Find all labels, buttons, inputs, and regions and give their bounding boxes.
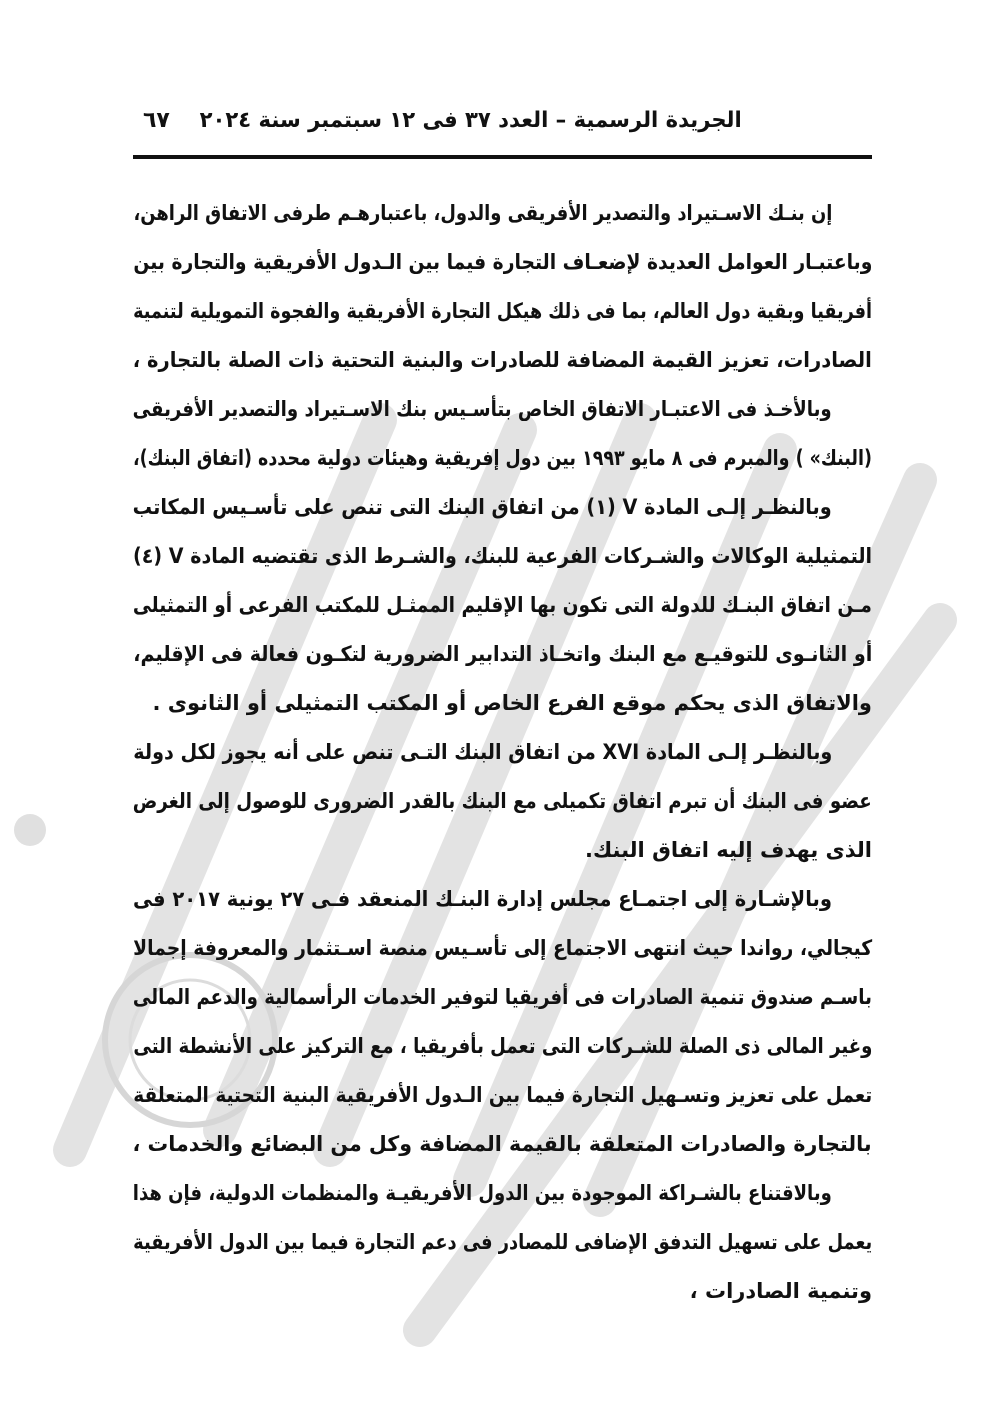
text-line xyxy=(133,584,872,633)
text-line xyxy=(133,976,872,1025)
line-text: كيجالي، رواندا حيث انتهى الاجتماع إلى تأسـيس منصة اسـتثمار والمعروفة إجمالا xyxy=(133,936,872,960)
text-line xyxy=(133,829,872,878)
text-line xyxy=(133,1025,872,1074)
document-body xyxy=(133,192,872,1319)
line-text: عضو فى البنك أن تبرم اتفاق تكميلى مع البنك بالقدر الضرورى للوصول إلى الغرض xyxy=(132,789,872,813)
line-text: باسـم صندوق تنمية الصادرات فى أفريقيا لتوفير الخدمات الرأسمالية والدعم المالى xyxy=(133,985,872,1009)
page-number: ٦٧ xyxy=(143,108,170,133)
line-text: وباعتبـار العوامل العديدة لإضعـاف التجارة فيما بين الـدول الأفريقية والتجارة بين xyxy=(133,250,872,274)
line-text: بالتجارة والصادرات المتعلقة بالقيمة المضافة وكل من البضائع والخدمات ، xyxy=(132,1132,872,1156)
line-text: الصادرات، تعزيز القيمة المضافة للصادرات والبنية التحتية ذات الصلة بالتجارة ، xyxy=(132,348,872,372)
text-line xyxy=(133,1123,872,1172)
line-text: وغير المالى ذى الصلة للشـركات التى تعمل بأفريقيا ، مع التركيز على الأنشطة التى xyxy=(133,1034,872,1058)
paragraph xyxy=(133,878,872,1172)
text-line xyxy=(133,1172,872,1221)
line-text: وبالنظـر إلـى المادة XVI من اتفاق البنك التـى تنص على أنه يجوز لكل دولة xyxy=(132,740,832,764)
text-line xyxy=(133,290,872,339)
line-text: التمثيلية الوكالات والشـركات الفرعية للبنك، والشـرط الذى تقتضيه المادة V (٤) xyxy=(132,544,873,568)
line-text: أفريقيا وبقية دول العالم، بما فى ذلك هيكل التجارة الأفريقية والفجوة التمويلية لتنمية xyxy=(133,299,872,323)
paragraph xyxy=(133,486,872,731)
line-text: وتنمية الصادرات ، xyxy=(689,1279,872,1303)
text-line xyxy=(133,192,872,241)
text-line xyxy=(133,682,872,731)
text-line xyxy=(133,388,872,437)
text-line xyxy=(133,486,872,535)
line-text: والاتفاق الذى يحكم موقع الفرع الخاص أو المكتب التمثيلى أو الثانوى . xyxy=(152,691,872,715)
paragraph xyxy=(133,388,872,486)
line-text: الذى يهدف إليه اتفاق البنك. xyxy=(585,838,872,862)
paragraph xyxy=(133,192,872,388)
gazette-title: الجريدة الرسمية – العدد ٣٧ فى ١٢ سبتمبر سنة ٢٠٢٤ xyxy=(199,108,742,133)
page-header xyxy=(133,108,872,148)
paragraph xyxy=(133,731,872,878)
line-text: وبالاقتناع بالشـراكة الموجودة بين الدول الأفريقيـة والمنظمات الدولية، فإن هذا xyxy=(132,1181,832,1205)
text-line xyxy=(133,1221,872,1270)
text-line xyxy=(133,927,872,976)
line-text: مـن اتفاق البنـك للدولة التى تكون بها الإقليم الممثـل للمكتب الفرعى أو التمثيلى xyxy=(132,593,872,617)
line-text: وبالنظـر إلـى المادة V (١) من اتفاق البنك التى تنص على تأسـيس المكاتب xyxy=(132,495,832,519)
line-text: وبالإشـارة إلى اجتمـاع مجلس إدارة البنـك المنعقد فـى ٢٧ يونية ٢٠١٧ فى xyxy=(133,887,832,911)
text-line xyxy=(133,339,872,388)
text-line xyxy=(133,535,872,584)
line-text: (البنك» ) والمبرم فى ٨ مايو ١٩٩٣ بين دول إفريقية وهيئات دولية محدده (اتفاق البنك)، xyxy=(133,446,872,470)
line-text: أو الثانـوى للتوقيـع مع البنك واتخـاذ التدابير الضرورية لتكـون فعالة فى الإقليم، xyxy=(132,642,872,666)
text-line xyxy=(133,780,872,829)
line-text: إن بنـك الاسـتيراد والتصدير الأفريقى والدول، باعتبارهـم طرفى الاتفاق الراهن، xyxy=(133,201,832,225)
line-text: وبالأخـذ فى الاعتبـار الاتفاق الخاص بتأسـيس بنك الاسـتيراد والتصدير الأفريقى xyxy=(132,397,832,421)
text-line xyxy=(133,633,872,682)
text-line xyxy=(133,241,872,290)
paragraph xyxy=(133,1172,872,1319)
line-text: تعمل على تعزيز وتسـهيل التجارة فيما بين الـدول الأفريقية البنية التحتية المتعلقة xyxy=(133,1083,872,1107)
header-divider xyxy=(133,155,872,159)
line-text: يعمل على تسهيل التدفق الإضافى للمصادر فى دعم التجارة فيما بين الدول الأفريقية xyxy=(132,1230,872,1254)
text-line xyxy=(133,1270,872,1319)
text-line xyxy=(133,731,872,780)
text-line xyxy=(133,1074,872,1123)
text-line xyxy=(133,878,872,927)
text-line xyxy=(133,437,872,486)
